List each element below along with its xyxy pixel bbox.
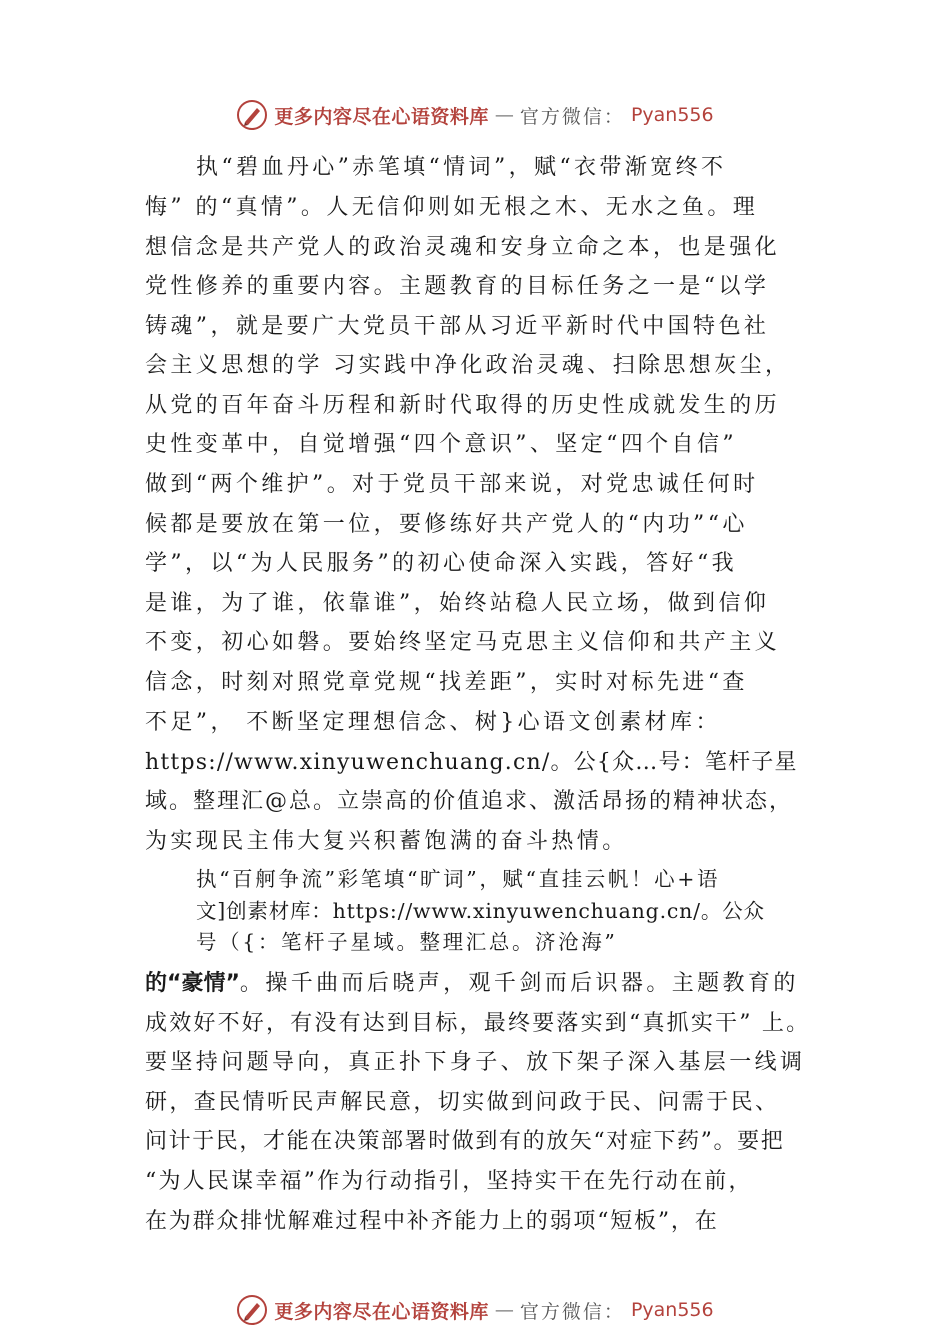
text-line: 悔” 的“真情”。人无信仰则如无根之木、无水之鱼。理 [145, 195, 759, 220]
text-line: 要坚持问题导向，真正扑下身子、放下架子深入基层一线调 [145, 1050, 806, 1075]
text-line: 不变，初心如磐。要始终坚定马克思主义信仰和共产主义 [145, 630, 781, 655]
text-line: 从党的百年奋斗历程和新时代取得的历史性成就发生的历 [145, 393, 781, 418]
text-line: 会主义思想的学 习实践中净化政治灵魂、扫除思想灰尘， [145, 353, 791, 378]
pen-logo-icon [236, 1294, 268, 1326]
text-line: 不足”， 不断坚定理想信念、树}心语文创素材库： [145, 710, 721, 735]
text-line: 在为群众排忧解难过程中补齐能力上的弱项“短板”，在 [145, 1209, 719, 1234]
text-line: 铸魂”，就是要广大党员干部从习近平新时代中国特色社 [145, 314, 770, 339]
watermark-wechat-id: Pyan556 [630, 1299, 714, 1321]
header-watermark [0, 95, 950, 135]
text-line: 号（{：笔杆子星域。整理汇总。济沧海” [196, 930, 618, 954]
text-line: 党性修养的重要内容。主题教育的目标任务之一是“以学 [145, 274, 770, 299]
bold-lead-text: 的“豪情” [145, 971, 240, 996]
first-line-rest: 。操千曲而后晓声，观千剑而后识器。主题教育的 [239, 971, 799, 996]
text-line: 候都是要放在第一位，要修练好共产党人的“内功”“心 [145, 512, 748, 537]
text-line: 文]创素材库：https://www.xinyuwenchuang.cn/。公众 [196, 899, 765, 923]
watermark-brand: 更多内容尽在心语资料库 [274, 105, 489, 128]
text-line: 信念，时刻对照党章党规“找差距”，实时对标先进“查 [145, 670, 748, 695]
watermark-official-label: 官方微信： [519, 1300, 625, 1323]
text-line: 做到“两个维护”。对于党员干部来说，对党忠诚任何时 [145, 472, 759, 497]
text-line: 史性变革中，自觉增强“四个意识”、坚定“四个自信” [145, 432, 737, 457]
text-line: “为人民谋幸福”作为行动指引，坚持实干在先行动在前， [145, 1169, 753, 1194]
watermark-wechat-id: Pyan556 [630, 104, 714, 126]
text-line: 执“碧血丹心”赤笔填“情词”，赋“衣带渐宽终不 [196, 155, 727, 180]
text-line: 是谁，为了谁，依靠谁”，始终站稳人民立场，做到信仰 [145, 591, 770, 616]
text-line: https://www.xinyuwenchuang.cn/。公{众…号：笔杆子星 [145, 750, 798, 775]
text-line: 成效好不好，有没有达到目标，最终要落实到“真抓实干” 上。 [145, 1011, 811, 1036]
footer-watermark [0, 1290, 950, 1330]
pen-logo-icon [236, 99, 268, 131]
text-line: 研，查民情听民声解民意，切实做到问政于民、问需于民、 [145, 1090, 780, 1115]
text-line: 想信念是共产党人的政治灵魂和安身立命之本，也是强化 [145, 235, 781, 260]
watermark-dash: — [494, 104, 514, 126]
text-line: 执“百舸争流”彩笔填“旷词”，赋“直挂云帆！心+语 [196, 867, 721, 891]
text-line: 问计于民，才能在决策部署时做到有的放矢“对症下药”。要把 [145, 1129, 785, 1154]
watermark-dash: — [494, 1299, 514, 1321]
text-line: 域。整理汇@总。立崇高的价值追求、激活昂扬的精神状态， [145, 789, 794, 814]
text-line: 学”，以“为人民服务”的初心使命深入实践，答好“我 [145, 551, 737, 576]
text-line: 为实现民主伟大复兴积蓄饱满的奋斗热情。 [145, 829, 628, 854]
watermark-brand: 更多内容尽在心语资料库 [274, 1300, 489, 1323]
text-line-first [145, 969, 799, 999]
watermark-official-label: 官方微信： [519, 105, 625, 128]
